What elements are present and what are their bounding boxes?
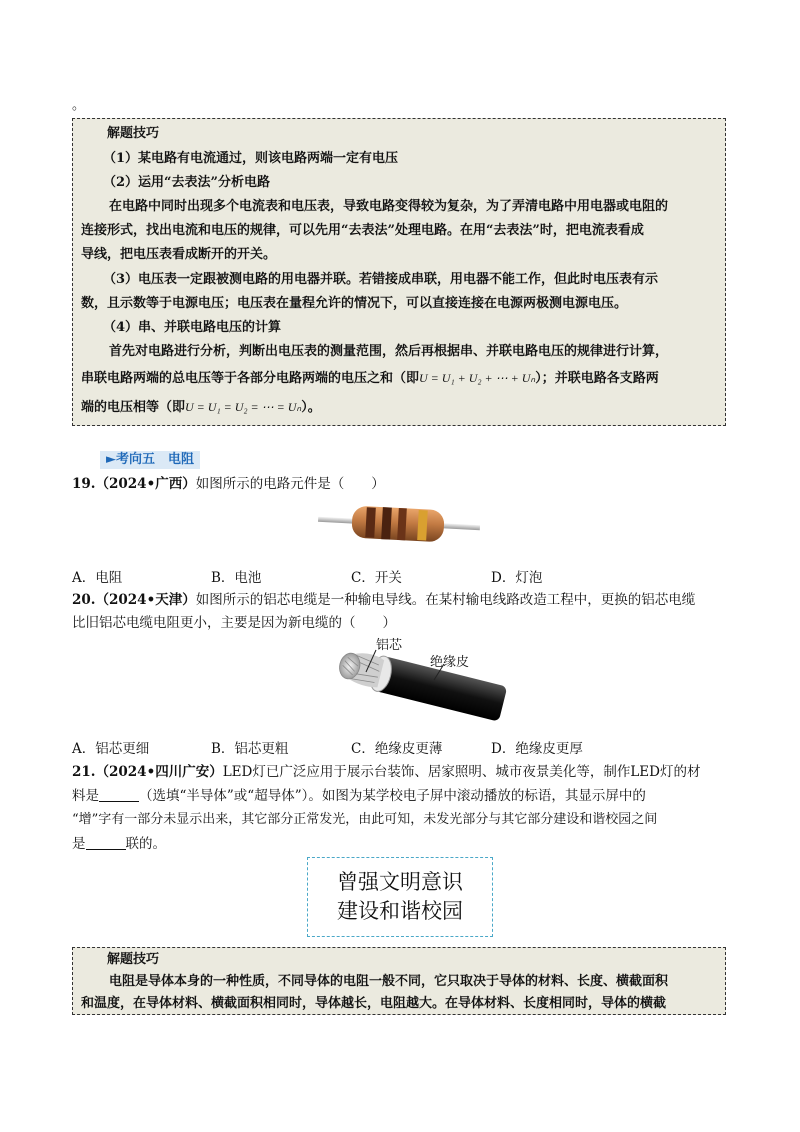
question-number: 21. (72, 764, 96, 780)
question-number: 19. (72, 476, 96, 492)
tips-line (81, 398, 717, 417)
option-c: C．开关 (351, 570, 402, 586)
option-c: C．绝缘皮更薄 (351, 741, 443, 757)
question-text: 如图所示的铝芯电缆是一种输电导线。在某村输电线路改造工程中，更换的铝芯电缆 (195, 592, 696, 608)
question-21-line4 (72, 834, 166, 854)
tips-text: 端的电压相等（即 (81, 400, 186, 415)
tips-line: 电阻是导体本身的一种性质，不同导体的电阻一般不同，它只取决于导体的材料、长度、横截面积 (109, 974, 669, 989)
question-text: 料是 (72, 788, 99, 804)
option-d: D．灯泡 (491, 570, 543, 586)
question-text: 如图所示的电路元件是（ ） (195, 476, 385, 492)
tips-title: 解题技巧 (107, 952, 160, 967)
question-20 (72, 590, 695, 610)
tips-line: 连接形式，找出电流和电压的规律，可以先用“去表法”处理电路。在用“去表法”时，把电流表看成 (81, 223, 644, 238)
tips-text: ）；并联电路各支路两 (535, 371, 659, 386)
slogan-line-1: 曾强文明意识 (337, 870, 463, 894)
question-source: （2024•天津） (95, 592, 196, 608)
tips-text: 串联电路两端的总电压等于各部分电路两端的电压之和（即 (81, 371, 420, 386)
question-21 (72, 762, 701, 782)
option-a: A．铝芯更细 (72, 741, 150, 757)
question-19 (72, 474, 385, 494)
question-source: （2024•广西） (95, 476, 196, 492)
question-text: 是 (72, 836, 86, 852)
top-mark: 。 (72, 98, 86, 113)
series-voltage-formula: U = U₁ + U₂ + ⋯ + Uₙ (419, 371, 536, 385)
section-tag: ►考向五 电阻 (100, 451, 200, 469)
option-b: B．电池 (211, 570, 262, 586)
tips-line: 导线，把电压表看成断开的开关。 (81, 247, 277, 262)
tips-line: 在电路中同时出现多个电流表和电压表，导致电路变得较为复杂，为了弄清电路中用电器或电阻的 (109, 199, 669, 214)
question-21-line3: “增”字有一部分未显示出来，其它部分正常发光，由此可知，未发光部分与其它部分建设和谐校园之间 (72, 812, 658, 827)
resistor-image (318, 500, 480, 548)
answer-blank-2[interactable] (86, 835, 126, 850)
question-21-line2 (72, 786, 646, 806)
question-text: （选填“半导体”或“超导体”）。如图为某学校电子屏中滚动播放的标语，其显示屏中的 (139, 788, 646, 804)
tips-line: （3）电压表一定跟被测电路的用电器并联。若错接成串联，用电器不能工作，但此时电压表有示 (103, 272, 659, 287)
tips-line: （2）运用“去表法”分析电路 (103, 175, 271, 190)
question-text: LED灯已广泛应用于展示台装饰、居家照明、城市夜景美化等，制作LED灯的材 (222, 764, 701, 780)
led-slogan-display (307, 857, 493, 937)
tips-line: 和温度，在导体材料、横截面积相同时，导体越长，电阻越大。在导体材料、长度相同时，导体的横截 (81, 996, 667, 1011)
question-source: （2024•四川广安） (95, 764, 223, 780)
label-insulation: 绝缘皮 (430, 655, 470, 670)
answer-blank-1[interactable] (99, 787, 139, 802)
tips-line: （1）某电路有电流通过，则该电路两端一定有电压 (103, 151, 399, 166)
tips-line: 数，且示数等于电源电压；电压表在量程允许的情况下，可以直接连接在电源两极测电源电压。 (81, 296, 628, 311)
option-d: D．绝缘皮更厚 (491, 741, 583, 757)
tips-title: 解题技巧 (107, 126, 160, 141)
question-20-line2: 比旧铝芯电缆电阻更小，主要是因为新电缆的（ ） (72, 615, 396, 631)
aluminum-cable-image (336, 632, 508, 722)
tips-box-voltage (72, 118, 726, 426)
tips-text: ）。 (301, 400, 321, 415)
question-number: 20. (72, 592, 96, 608)
tips-box-resistance (72, 947, 726, 1015)
tips-line: 首先对电路进行分析，判断出电压表的测量范围，然后再根据串、并联电路电压的规律进行计算， (109, 344, 669, 359)
tips-line (81, 369, 717, 388)
tips-line: （4）串、并联电路电压的计算 (103, 320, 282, 335)
parallel-voltage-formula: U = U₁ = U₂ = ⋯ = Uₙ (185, 400, 302, 414)
slogan-line-2: 建设和谐校园 (337, 899, 463, 923)
cable-figure (336, 632, 508, 722)
label-aluminum-core: 铝芯 (376, 638, 403, 653)
question-text: 联的。 (125, 836, 166, 852)
option-a: A．电阻 (72, 570, 123, 586)
option-b: B．铝芯更粗 (211, 741, 289, 757)
